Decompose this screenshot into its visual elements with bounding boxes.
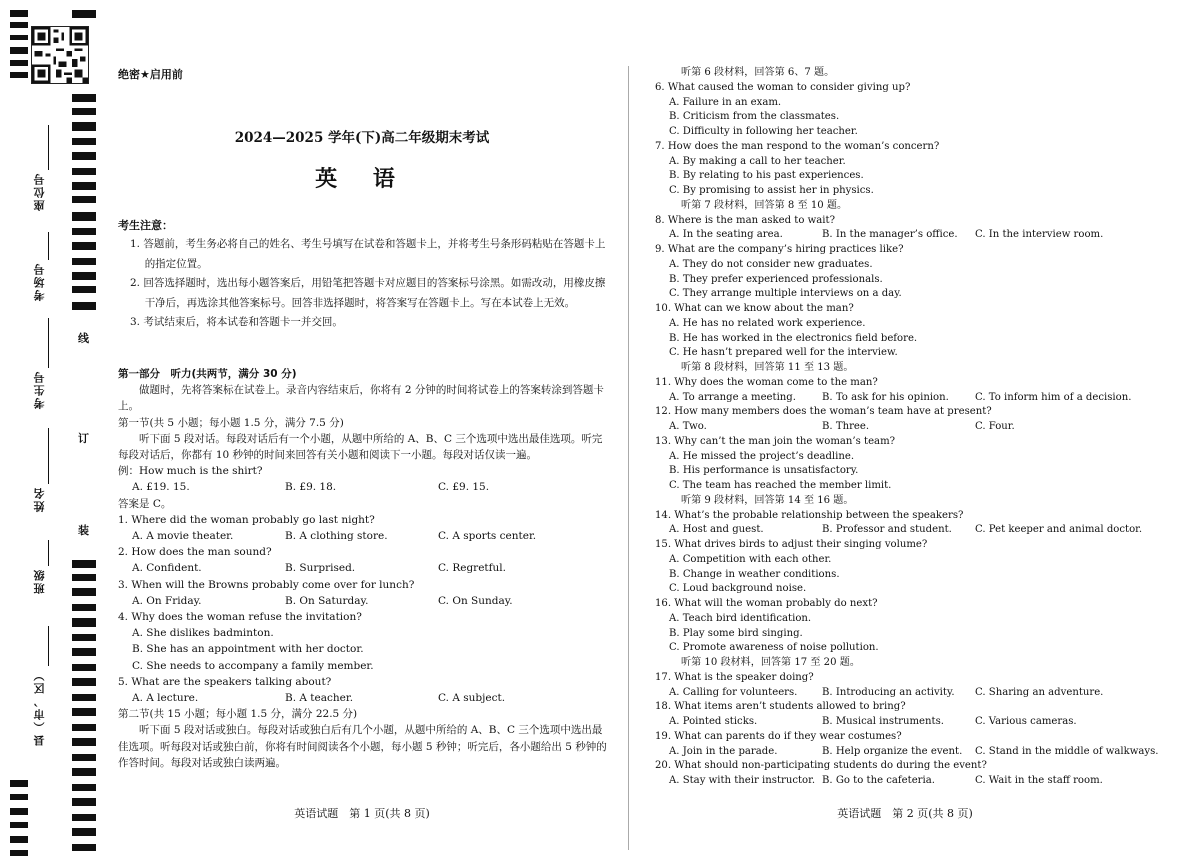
section2-intro: 听下面 5 段对话或独白。每段对话或独白后有几个小题，从题中所给的 A、B、C 三个选项中选出最佳选项。听每段对话或独白前，你将有时间阅读各个小题，每小题 5 秒钟；听完后，各小题给出 5 秒钟的作答时间。每段对话或独白读两遍。 bbox=[118, 724, 607, 769]
question: 8. Where is the man asked to wait? bbox=[655, 214, 836, 226]
option: C. Regretful. bbox=[438, 562, 506, 575]
option: B. She has an appointment with her doctor. bbox=[132, 643, 364, 656]
label-county: 县（市、区） bbox=[33, 668, 46, 746]
option: B. His performance is unsatisfactory. bbox=[669, 465, 859, 477]
material-heading: 听第 9 段材料，回答第 14 至 16 题。 bbox=[681, 494, 854, 506]
question: 11. Why does the woman come to the man? bbox=[655, 376, 878, 388]
page-divider bbox=[628, 66, 629, 850]
binding-mark-staple: 订 bbox=[78, 432, 89, 445]
option: B. Change in weather conditions. bbox=[669, 568, 840, 580]
option: B. Criticism from the classmates. bbox=[669, 111, 840, 123]
option: B. Professor and student. bbox=[822, 524, 952, 536]
option: C. They arrange multiple interviews on a day. bbox=[669, 288, 902, 300]
question: 3. When will the Browns probably come over for lunch? bbox=[118, 578, 415, 591]
option: A. A lecture. bbox=[132, 692, 199, 705]
option: A. Stay with their instructor. bbox=[669, 775, 816, 786]
option: B. Three. bbox=[822, 421, 870, 432]
option: C. Stand in the middle of walkways. bbox=[975, 745, 1159, 757]
question: 10. What can we know about the man? bbox=[655, 303, 854, 314]
label-seat: 座位号 bbox=[33, 172, 46, 211]
section1-heading: 第一节(共 5 小题；每小题 1.5 分，满分 7.5 分) bbox=[118, 416, 344, 429]
exam-title: 2024—2025 学年(下)高二年级期末考试 bbox=[234, 130, 490, 146]
option: C. She needs to accompany a family member. bbox=[132, 659, 374, 672]
question: 20. What should non-participating students do during the event? bbox=[655, 760, 987, 772]
question: 4. Why does the woman refuse the invitation? bbox=[118, 611, 362, 624]
page2-footer: 英语试题 第 2 页(共 8 页) bbox=[837, 807, 973, 820]
question: 12. How many members does the woman’s team have at present? bbox=[655, 406, 992, 418]
option: B. A teacher. bbox=[285, 692, 354, 705]
qr-code bbox=[31, 26, 89, 84]
options bbox=[655, 686, 1155, 701]
question: 7. How does the man respond to the woman’s concern? bbox=[655, 140, 940, 152]
question: 14. What’s the probable relationship between the speakers? bbox=[655, 509, 964, 521]
option: A. On Friday. bbox=[132, 594, 202, 607]
options bbox=[655, 774, 1155, 789]
option: C. The team has reached the member limit. bbox=[669, 480, 892, 491]
notice-item: 3. 考试结束后，将本试卷和答题卡一并交回。 bbox=[130, 316, 343, 328]
option: B. Introducing an activity. bbox=[822, 686, 955, 698]
label-name: 姓名 bbox=[33, 486, 46, 512]
section2-heading: 第二节(共 15 小题；每小题 1.5 分，满分 22.5 分) bbox=[118, 708, 358, 721]
options bbox=[118, 560, 608, 576]
options bbox=[655, 420, 1155, 435]
option: A. To arrange a meeting. bbox=[669, 391, 796, 403]
question: 6. What caused the woman to consider giving up? bbox=[655, 81, 911, 93]
option: B. Help organize the event. bbox=[822, 745, 963, 757]
question: 19. What can parents do if they wear costumes? bbox=[655, 730, 902, 742]
material-heading: 听第 7 段材料，回答第 8 至 10 题。 bbox=[681, 199, 848, 211]
option: B. £9. 18. bbox=[285, 481, 337, 494]
options bbox=[118, 593, 608, 609]
room-line bbox=[48, 232, 49, 260]
question: 15. What drives birds to adjust their singing volume? bbox=[655, 539, 928, 550]
secret-label: 绝密★启用前 bbox=[118, 68, 183, 81]
question: 16. What will the woman probably do next? bbox=[655, 598, 878, 609]
option: A. Teach bird identification. bbox=[669, 612, 812, 624]
material-heading: 听第 6 段材料，回答第 6、7 题。 bbox=[681, 67, 835, 78]
subject-title: 英 语 bbox=[315, 167, 409, 192]
options bbox=[655, 715, 1155, 730]
option: A. Host and guest. bbox=[669, 524, 764, 536]
option: B. To ask for his opinion. bbox=[822, 391, 949, 403]
option: C. To inform him of a decision. bbox=[975, 391, 1132, 403]
option: B. They prefer experienced professionals. bbox=[669, 273, 883, 285]
option: B. On Saturday. bbox=[285, 594, 369, 607]
part1-heading: 第一部分 听力(共两节，满分 30 分) bbox=[118, 368, 297, 380]
option: A. He missed the project’s deadline. bbox=[669, 450, 855, 462]
option: A. In the seating area. bbox=[669, 229, 783, 241]
option: B. Musical instruments. bbox=[822, 716, 944, 727]
option: C. Difficulty in following her teacher. bbox=[669, 126, 858, 137]
name-line bbox=[48, 428, 49, 484]
option: B. Play some bird singing. bbox=[669, 627, 803, 639]
option: C. By promising to assist her in physics. bbox=[669, 185, 874, 196]
options bbox=[655, 391, 1155, 406]
option: C. In the interview room. bbox=[975, 229, 1104, 241]
examinee-line bbox=[48, 318, 49, 368]
question: 5. What are the speakers talking about? bbox=[118, 675, 332, 688]
option: B. Surprised. bbox=[285, 562, 356, 575]
label-examinee-number: 考生号 bbox=[33, 370, 46, 409]
options bbox=[655, 523, 1155, 538]
notice-heading: 考生注意： bbox=[118, 219, 173, 232]
option: C. He hasn’t prepared well for the interview. bbox=[669, 347, 898, 359]
options bbox=[118, 528, 608, 544]
material-heading: 听第 10 段材料，回答第 17 至 20 题。 bbox=[681, 657, 860, 668]
option: C. Wait in the staff room. bbox=[975, 775, 1103, 786]
question: 1. Where did the woman probably go last night? bbox=[118, 513, 375, 526]
option: A. Pointed sticks. bbox=[669, 716, 758, 727]
notice-list bbox=[130, 235, 608, 333]
option: C. Sharing an adventure. bbox=[975, 686, 1104, 698]
section1-intro: 听下面 5 段对话。每段对话后有一个小题，从题中所给的 A、B、C 三个选项中选出最佳选项。听完每段对话后，你都有 10 秒钟的时间来回答有关小题和阅读下一小题。每段对话仅读一遍。 bbox=[118, 432, 603, 462]
options bbox=[118, 690, 608, 706]
option: C. Various cameras. bbox=[975, 716, 1077, 727]
option: B. In the manager’s office. bbox=[822, 229, 958, 241]
question: 9. What are the company’s hiring practices like? bbox=[655, 244, 904, 255]
notice-item: 1. 答题前，考生务必将自己的姓名、考生号填写在试卷和答题卡上，并将考生号条形码粘贴在答题卡上的指定位置。 bbox=[130, 238, 606, 270]
option: A. A movie theater. bbox=[132, 530, 234, 543]
option: B. Go to the cafeteria. bbox=[822, 775, 935, 786]
option: C. Four. bbox=[975, 421, 1015, 432]
binding-mark-bind: 装 bbox=[78, 524, 89, 537]
page1-footer: 英语试题 第 1 页(共 8 页) bbox=[294, 807, 430, 820]
option: A. Failure in an exam. bbox=[669, 96, 782, 108]
class-line bbox=[48, 540, 49, 566]
binding-margin bbox=[0, 0, 100, 868]
option: C. A sports center. bbox=[438, 530, 537, 543]
options bbox=[655, 228, 1155, 243]
option: A. By making a call to her teacher. bbox=[669, 155, 846, 167]
option: A. She dislikes badminton. bbox=[132, 627, 274, 640]
notice-item: 2. 回答选择题时，选出每小题答案后，用铅笔把答题卡对应题目的答案标号涂黑。如需改动，用橡皮擦干净后，再选涂其他答案标号。回答非选择题时，将答案写在答题卡上。写在本试卷上无效。 bbox=[130, 277, 606, 309]
binding-mark-line: 线 bbox=[78, 332, 89, 345]
option: A. Confident. bbox=[132, 562, 202, 575]
option: A. Calling for volunteers. bbox=[669, 686, 798, 698]
option: C. £9. 15. bbox=[438, 481, 490, 494]
option: A. Two. bbox=[669, 421, 707, 432]
option: A. £19. 15. bbox=[132, 481, 190, 494]
option: B. He has worked in the electronics field before. bbox=[669, 332, 918, 344]
example-options bbox=[118, 479, 608, 495]
option: C. Pet keeper and animal doctor. bbox=[975, 524, 1143, 536]
part1-intro: 做题时，先将答案标在试卷上。录音内容结束后，你将有 2 分钟的时间将试卷上的答案转涂到答题卡上。 bbox=[118, 384, 604, 413]
option: C. On Sunday. bbox=[438, 594, 513, 607]
options bbox=[655, 745, 1159, 760]
county-line bbox=[48, 626, 49, 666]
page2-body bbox=[655, 66, 1159, 789]
example-answer: 答案是 C。 bbox=[118, 497, 172, 510]
page1-body bbox=[118, 366, 608, 771]
question: 18. What items aren’t students allowed to bring? bbox=[655, 701, 906, 713]
option: A. Competition with each other. bbox=[669, 553, 832, 565]
example-question: 例：How much is the shirt? bbox=[118, 465, 263, 478]
option: B. By relating to his past experiences. bbox=[669, 170, 864, 182]
option: C. A subject. bbox=[438, 692, 506, 705]
option: C. Promote awareness of noise pollution. bbox=[669, 642, 879, 654]
question: 2. How does the man sound? bbox=[118, 546, 272, 559]
option: A. Join in the parade. bbox=[669, 745, 778, 757]
option: A. They do not consider new graduates. bbox=[669, 258, 873, 270]
option: B. A clothing store. bbox=[285, 530, 388, 543]
label-room: 考场号 bbox=[33, 262, 46, 301]
option: C. Loud background noise. bbox=[669, 583, 807, 595]
material-heading: 听第 8 段材料，回答第 11 至 13 题。 bbox=[681, 362, 854, 373]
label-class: 班级 bbox=[33, 568, 46, 594]
question: 13. Why can’t the man join the woman’s team? bbox=[655, 435, 896, 447]
option: A. He has no related work experience. bbox=[669, 317, 866, 329]
seat-line bbox=[48, 125, 49, 170]
question: 17. What is the speaker doing? bbox=[655, 671, 814, 683]
